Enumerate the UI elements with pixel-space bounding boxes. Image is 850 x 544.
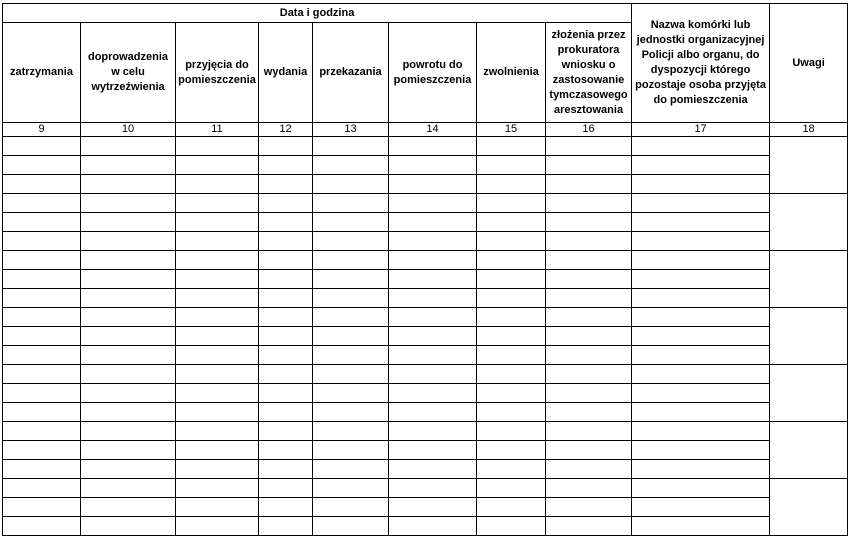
entry-cell[interactable]	[259, 270, 313, 289]
entry-cell[interactable]	[313, 441, 389, 460]
entry-cell[interactable]	[389, 327, 477, 346]
entry-cell[interactable]	[81, 403, 176, 422]
entry-cell[interactable]	[81, 251, 176, 270]
entry-cell[interactable]	[176, 156, 259, 175]
entry-cell[interactable]	[477, 422, 546, 441]
entry-cell[interactable]	[259, 422, 313, 441]
entry-cell[interactable]	[389, 365, 477, 384]
table-row	[3, 308, 848, 327]
entry-cell[interactable]	[3, 365, 81, 384]
entry-cell[interactable]	[477, 175, 546, 194]
entry-cell[interactable]	[313, 156, 389, 175]
entry-cell[interactable]	[546, 327, 632, 346]
entry-cell[interactable]	[3, 498, 81, 517]
entry-cell[interactable]	[477, 403, 546, 422]
entry-cell[interactable]	[313, 232, 389, 251]
col-header-discharge: zwolnienia	[477, 23, 546, 123]
entry-cell[interactable]	[546, 289, 632, 308]
entry-cell[interactable]	[259, 289, 313, 308]
entry-cell[interactable]	[546, 232, 632, 251]
table-row	[3, 517, 848, 536]
table-row	[3, 346, 848, 365]
table-row	[3, 289, 848, 308]
entry-cell[interactable]	[632, 251, 770, 270]
entry-cell[interactable]	[477, 289, 546, 308]
entry-cell[interactable]	[632, 194, 770, 213]
entry-cell[interactable]	[313, 365, 389, 384]
column-number: 9	[3, 123, 81, 137]
entry-cell[interactable]	[632, 346, 770, 365]
entry-cell[interactable]	[477, 498, 546, 517]
col-header-return: powrotu do pomieszczenia	[389, 23, 477, 123]
entry-cell[interactable]	[546, 156, 632, 175]
entry-cell[interactable]	[389, 422, 477, 441]
entry-cell[interactable]	[259, 498, 313, 517]
entry-cell[interactable]	[81, 270, 176, 289]
entry-cell[interactable]	[259, 441, 313, 460]
entry-cell[interactable]	[477, 308, 546, 327]
entry-cell[interactable]	[546, 346, 632, 365]
remarks-column-header: Uwagi	[770, 4, 848, 123]
remarks-cell[interactable]	[770, 251, 848, 308]
table-row	[3, 194, 848, 213]
entry-cell[interactable]	[3, 327, 81, 346]
entry-cell[interactable]	[389, 479, 477, 498]
entry-cell[interactable]	[389, 441, 477, 460]
entry-cell[interactable]	[3, 460, 81, 479]
entry-cell[interactable]	[176, 460, 259, 479]
entry-cell[interactable]	[259, 479, 313, 498]
entry-cell[interactable]	[313, 346, 389, 365]
entry-cell[interactable]	[477, 270, 546, 289]
entry-cell[interactable]	[389, 194, 477, 213]
entry-cell[interactable]	[313, 498, 389, 517]
entry-cell[interactable]	[81, 194, 176, 213]
entry-cell[interactable]	[546, 194, 632, 213]
entry-cell[interactable]	[259, 365, 313, 384]
entry-cell[interactable]	[632, 441, 770, 460]
remarks-cell[interactable]	[770, 137, 848, 194]
entry-cell[interactable]	[3, 156, 81, 175]
entry-cell[interactable]	[176, 403, 259, 422]
entry-cell[interactable]	[259, 460, 313, 479]
column-number: 18	[770, 123, 848, 137]
column-number: 14	[389, 123, 477, 137]
entry-cell[interactable]	[632, 270, 770, 289]
col-header-detention: zatrzymania	[3, 23, 81, 123]
remarks-cell[interactable]	[770, 422, 848, 479]
column-number: 17	[632, 123, 770, 137]
col-header-release-out: wydania	[259, 23, 313, 123]
entry-cell[interactable]	[477, 346, 546, 365]
entry-cell[interactable]	[81, 156, 176, 175]
entry-cell[interactable]	[259, 156, 313, 175]
entry-cell[interactable]	[313, 384, 389, 403]
entry-cell[interactable]	[632, 289, 770, 308]
entry-cell[interactable]	[313, 479, 389, 498]
entry-cell[interactable]	[3, 270, 81, 289]
entry-cell[interactable]	[546, 441, 632, 460]
entry-cell[interactable]	[632, 422, 770, 441]
entry-cell[interactable]	[632, 365, 770, 384]
table-row	[3, 365, 848, 384]
table-row	[3, 251, 848, 270]
entry-cell[interactable]	[176, 289, 259, 308]
entry-cell[interactable]	[313, 194, 389, 213]
table-row	[3, 327, 848, 346]
date-time-group-header: Data i godzina	[3, 4, 632, 23]
entry-cell[interactable]	[176, 137, 259, 156]
entry-cell[interactable]	[389, 308, 477, 327]
remarks-cell[interactable]	[770, 479, 848, 536]
entry-cell[interactable]	[313, 251, 389, 270]
table-row	[3, 384, 848, 403]
entry-cell[interactable]	[546, 384, 632, 403]
entry-cell[interactable]	[176, 346, 259, 365]
entry-cell[interactable]	[546, 270, 632, 289]
entry-cell[interactable]	[313, 327, 389, 346]
entry-cell[interactable]	[632, 403, 770, 422]
entry-cell[interactable]	[632, 479, 770, 498]
column-number: 10	[81, 123, 176, 137]
col-header-transfer: przekazania	[313, 23, 389, 123]
entry-cell[interactable]	[176, 194, 259, 213]
entry-cell[interactable]	[389, 460, 477, 479]
entry-cell[interactable]	[259, 232, 313, 251]
entry-cell[interactable]	[3, 384, 81, 403]
entry-cell[interactable]	[259, 403, 313, 422]
entry-cell[interactable]	[259, 137, 313, 156]
table-row	[3, 175, 848, 194]
entry-cell[interactable]	[477, 365, 546, 384]
entry-cell[interactable]	[389, 517, 477, 536]
table-row	[3, 213, 848, 232]
table-body	[3, 137, 848, 536]
entry-cell[interactable]	[632, 384, 770, 403]
remarks-cell[interactable]	[770, 308, 848, 365]
entry-cell[interactable]	[259, 251, 313, 270]
entry-cell[interactable]	[546, 479, 632, 498]
remarks-cell[interactable]	[770, 365, 848, 422]
entry-cell[interactable]	[389, 232, 477, 251]
entry-cell[interactable]	[546, 308, 632, 327]
unit-column-header: Nazwa komórki lub jednostki organizacyjnej Policji albo organu, do dyspozycji którego pozostaje osoba przyjęta do pomieszczenia	[632, 4, 770, 123]
entry-cell[interactable]	[632, 498, 770, 517]
table-row	[3, 270, 848, 289]
entry-cell[interactable]	[3, 194, 81, 213]
entry-cell[interactable]	[389, 384, 477, 403]
entry-cell[interactable]	[546, 213, 632, 232]
entry-cell[interactable]	[176, 270, 259, 289]
entry-cell[interactable]	[176, 517, 259, 536]
column-number: 13	[313, 123, 389, 137]
entry-cell[interactable]	[3, 441, 81, 460]
entry-cell[interactable]	[313, 289, 389, 308]
entry-cell[interactable]	[546, 251, 632, 270]
entry-cell[interactable]	[3, 137, 81, 156]
entry-cell[interactable]	[477, 156, 546, 175]
entry-cell[interactable]	[632, 213, 770, 232]
entry-cell[interactable]	[632, 137, 770, 156]
entry-cell[interactable]	[259, 327, 313, 346]
entry-cell[interactable]	[176, 213, 259, 232]
entry-cell[interactable]	[389, 175, 477, 194]
remarks-cell[interactable]	[770, 194, 848, 251]
entry-cell[interactable]	[546, 517, 632, 536]
entry-cell[interactable]	[389, 251, 477, 270]
entry-cell[interactable]	[477, 460, 546, 479]
entry-cell[interactable]	[176, 308, 259, 327]
entry-cell[interactable]	[3, 251, 81, 270]
entry-cell[interactable]	[546, 137, 632, 156]
entry-cell[interactable]	[259, 175, 313, 194]
entry-cell[interactable]	[389, 137, 477, 156]
entry-cell[interactable]	[389, 156, 477, 175]
column-number: 15	[477, 123, 546, 137]
col-header-prosecutor-motion: złożenia przez prokuratora wniosku o zastosowanie tymczasowego aresztowania	[546, 23, 632, 123]
table-row	[3, 498, 848, 517]
entry-cell[interactable]	[81, 232, 176, 251]
entry-cell[interactable]	[81, 479, 176, 498]
entry-cell[interactable]	[546, 460, 632, 479]
entry-cell[interactable]	[176, 251, 259, 270]
entry-cell[interactable]	[546, 422, 632, 441]
entry-cell[interactable]	[81, 137, 176, 156]
entry-cell[interactable]	[176, 498, 259, 517]
entry-cell[interactable]	[313, 422, 389, 441]
entry-cell[interactable]	[81, 346, 176, 365]
entry-cell[interactable]	[313, 137, 389, 156]
entry-cell[interactable]	[477, 251, 546, 270]
entry-cell[interactable]	[259, 517, 313, 536]
entry-cell[interactable]	[81, 365, 176, 384]
entry-cell[interactable]	[632, 517, 770, 536]
entry-cell[interactable]	[477, 441, 546, 460]
entry-cell[interactable]	[477, 384, 546, 403]
entry-cell[interactable]	[477, 232, 546, 251]
entry-cell[interactable]	[3, 213, 81, 232]
entry-cell[interactable]	[259, 194, 313, 213]
table-row	[3, 137, 848, 156]
entry-cell[interactable]	[313, 308, 389, 327]
column-number: 11	[176, 123, 259, 137]
column-number: 16	[546, 123, 632, 137]
entry-cell[interactable]	[3, 403, 81, 422]
entry-cell[interactable]	[176, 232, 259, 251]
entry-cell[interactable]	[81, 517, 176, 536]
entry-cell[interactable]	[3, 479, 81, 498]
entry-cell[interactable]	[259, 384, 313, 403]
entry-cell[interactable]	[81, 289, 176, 308]
entry-cell[interactable]	[546, 498, 632, 517]
entry-cell[interactable]	[176, 327, 259, 346]
entry-cell[interactable]	[81, 327, 176, 346]
table-row	[3, 232, 848, 251]
table-row	[3, 403, 848, 422]
entry-cell[interactable]	[3, 422, 81, 441]
entry-cell[interactable]	[81, 384, 176, 403]
entry-cell[interactable]	[81, 213, 176, 232]
entry-cell[interactable]	[389, 403, 477, 422]
entry-cell[interactable]	[3, 346, 81, 365]
entry-cell[interactable]	[176, 365, 259, 384]
entry-cell[interactable]	[546, 365, 632, 384]
entry-cell[interactable]	[632, 156, 770, 175]
entry-cell[interactable]	[313, 270, 389, 289]
table-row	[3, 441, 848, 460]
table-row	[3, 460, 848, 479]
table-row	[3, 156, 848, 175]
entry-cell[interactable]	[81, 422, 176, 441]
entry-cell[interactable]	[632, 308, 770, 327]
entry-cell[interactable]	[477, 517, 546, 536]
entry-cell[interactable]	[259, 346, 313, 365]
entry-cell[interactable]	[3, 517, 81, 536]
entry-cell[interactable]	[632, 175, 770, 194]
entry-cell[interactable]	[389, 289, 477, 308]
entry-cell[interactable]	[389, 346, 477, 365]
entry-cell[interactable]	[546, 175, 632, 194]
entry-cell[interactable]	[477, 479, 546, 498]
col-header-admission: przyjęcia do pomieszczenia	[176, 23, 259, 123]
entry-cell[interactable]	[477, 194, 546, 213]
entry-cell[interactable]	[389, 498, 477, 517]
entry-cell[interactable]	[176, 175, 259, 194]
entry-cell[interactable]	[313, 175, 389, 194]
entry-cell[interactable]	[313, 517, 389, 536]
entry-cell[interactable]	[176, 441, 259, 460]
entry-cell[interactable]	[3, 308, 81, 327]
entry-cell[interactable]	[259, 308, 313, 327]
entry-cell[interactable]	[477, 327, 546, 346]
entry-cell[interactable]	[81, 460, 176, 479]
entry-cell[interactable]	[81, 308, 176, 327]
entry-cell[interactable]	[313, 213, 389, 232]
entry-cell[interactable]	[176, 422, 259, 441]
entry-cell[interactable]	[259, 213, 313, 232]
entry-cell[interactable]	[632, 232, 770, 251]
register-table	[2, 3, 848, 536]
entry-cell[interactable]	[632, 460, 770, 479]
entry-cell[interactable]	[546, 403, 632, 422]
entry-cell[interactable]	[389, 270, 477, 289]
entry-cell[interactable]	[81, 441, 176, 460]
entry-cell[interactable]	[477, 137, 546, 156]
entry-cell[interactable]	[176, 384, 259, 403]
entry-cell[interactable]	[3, 289, 81, 308]
entry-cell[interactable]	[313, 403, 389, 422]
entry-cell[interactable]	[313, 460, 389, 479]
col-header-sobering-delivery: doprowadzenia w celu wytrzeźwienia	[81, 23, 176, 123]
entry-cell[interactable]	[176, 479, 259, 498]
entry-cell[interactable]	[3, 175, 81, 194]
entry-cell[interactable]	[477, 213, 546, 232]
entry-cell[interactable]	[81, 498, 176, 517]
entry-cell[interactable]	[81, 175, 176, 194]
entry-cell[interactable]	[632, 327, 770, 346]
entry-cell[interactable]	[3, 232, 81, 251]
column-number: 12	[259, 123, 313, 137]
table-row	[3, 479, 848, 498]
entry-cell[interactable]	[389, 213, 477, 232]
table-row	[3, 422, 848, 441]
